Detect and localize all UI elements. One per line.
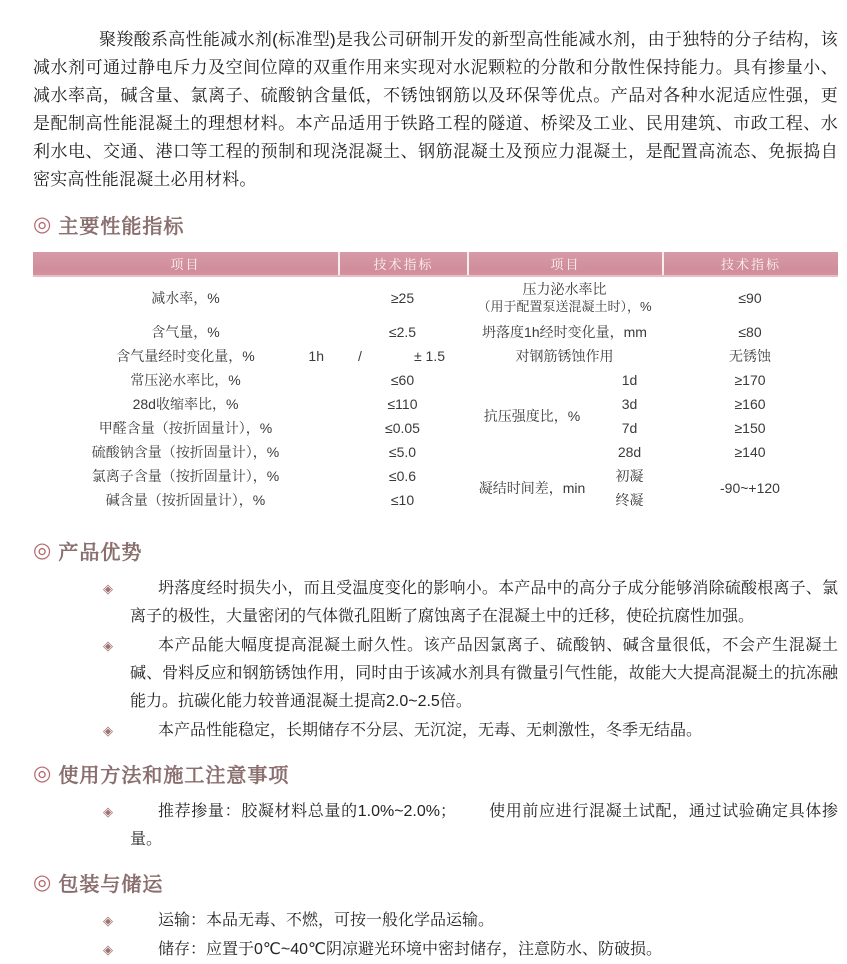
column-header: 技术指标 [338, 252, 467, 275]
table-row [467, 344, 838, 368]
group-values [662, 368, 838, 464]
row-value: ≤2.5 [388, 323, 417, 340]
row-value: ≤0.6 [388, 468, 417, 484]
table-row [33, 488, 467, 512]
table-header-row [33, 252, 838, 277]
section-title-usage [33, 759, 838, 788]
strength-ratio-group [467, 368, 838, 464]
age-label: 7d [621, 420, 638, 436]
list-item [33, 632, 838, 716]
list-item-text: 本产品性能稳定，长期储存不分层、无沉淀，无毒、无刺激性，冬季无结晶。 [158, 722, 703, 739]
list-item [33, 717, 838, 745]
table-row [33, 368, 467, 392]
section-marker-icon: ◎ [33, 871, 52, 894]
row-value: ≤0.05 [385, 420, 420, 436]
row-value-slash: / [358, 348, 362, 364]
section-marker-icon: ◎ [33, 539, 52, 562]
row-label: 甲醛含量（按折固量计），% [98, 420, 273, 436]
diamond-bullet-icon: ◈ [103, 913, 113, 928]
column-header: 项目 [467, 252, 662, 275]
list-item [33, 936, 838, 964]
list-item-text: 坍落度经时损失小，而且受温度变化的影响小。本产品中的高分子成分能够消除硫酸根离子、氯离子的极性，大量密闭的气体微孔阻断了腐蚀离子在混凝土中的迁移，使砼抗腐性加强。 [130, 580, 838, 625]
diamond-bullet-icon: ◈ [103, 804, 113, 819]
row-label: 减水率，% [151, 290, 220, 306]
row-sublabel: 1h [308, 348, 324, 364]
column-header: 项目 [170, 257, 201, 272]
section-title-performance [33, 210, 838, 239]
row-value: ≤60 [390, 372, 415, 388]
age-label: 3d [621, 396, 638, 412]
row-value: ≤110 [387, 396, 418, 412]
table-row [467, 319, 838, 344]
dosage-text: 推荐掺量：胶凝材料总量的1.0%~2.0%； [158, 803, 457, 820]
age-label: 28d [617, 444, 642, 460]
table-row [33, 464, 467, 488]
advantages-list [33, 575, 838, 745]
row-value [338, 344, 467, 368]
row-value-text: ± 1.5 [413, 348, 445, 364]
age-value: ≥170 [734, 372, 766, 388]
list-item-text: 运输：本品无毒、不燃，可按一般化学品运输。 [158, 912, 495, 929]
list-item [33, 798, 838, 854]
row-label: 坍落度1h经时变化量，mm [482, 323, 647, 340]
setting-sub-label: 终凝 [615, 492, 644, 508]
usage-note-text: 使用前应进行混凝土试配，通过试验确定具体掺量。 [130, 803, 838, 848]
packaging-list [33, 907, 838, 964]
row-label: 对钢筋锈蚀作用 [515, 348, 614, 364]
row-label: 硫酸钠含量（按折固量计），% [91, 444, 280, 460]
diamond-bullet-icon: ◈ [103, 638, 113, 653]
table-row [33, 277, 467, 319]
section-title-advantages [33, 536, 838, 565]
age-label: 1d [621, 372, 638, 388]
age-value: ≥160 [734, 396, 766, 412]
list-item-text: 本产品能大幅度提高混凝土耐久性。该产品因氯离子、硫酸钠、碱含量很低，不会产生混凝土碱、骨料反应和钢筋锈蚀作用，同时由于该减水剂具有微量引气性能，故能大大提高混凝土的抗冻融能力。抗碳化能力较普通混凝土提高2.0~2.5倍。 [130, 637, 838, 710]
group-subs [597, 464, 662, 512]
table-row [33, 319, 467, 344]
row-value: ≥25 [390, 290, 415, 306]
column-header: 技术指标 [662, 252, 838, 275]
section-title-text: 产品优势 [58, 542, 143, 564]
row-value: ≤80 [738, 323, 762, 340]
table-body [33, 277, 838, 512]
section-title-text: 主要性能指标 [58, 216, 185, 238]
setting-sub-label: 初凝 [615, 468, 644, 484]
diamond-bullet-icon: ◈ [103, 723, 113, 738]
group-label: 凝结时间差，min [478, 480, 586, 496]
row-value: ≤90 [738, 290, 762, 306]
row-value: ≤5.0 [388, 444, 417, 460]
table-right-half [467, 277, 838, 512]
group-ages [597, 368, 662, 464]
list-item-text: 储存：应置于0℃~40℃阴凉避光环境中密封储存，注意防水、防破损。 [158, 941, 662, 958]
table-row [33, 392, 467, 416]
row-label: 含气量，% [151, 323, 220, 340]
list-item [33, 575, 838, 631]
row-value: ≤10 [390, 492, 415, 508]
section-title-packaging [33, 868, 838, 897]
row-label-line1: 压力泌水率比 [522, 281, 607, 297]
table-row [33, 440, 467, 464]
list-item [33, 907, 838, 935]
section-title-text: 包装与储运 [58, 874, 164, 896]
diamond-bullet-icon: ◈ [103, 942, 113, 957]
row-label: 氯离子含量（按折固量计），% [91, 468, 280, 484]
table-row [33, 344, 467, 368]
row-label [467, 277, 662, 319]
row-label: 28d收缩率比，% [132, 396, 239, 412]
section-marker-icon: ◎ [33, 762, 52, 785]
usage-list [33, 798, 838, 854]
row-label-text: 含气量经时变化量，% [116, 348, 255, 364]
table-row [33, 416, 467, 440]
age-value: ≥140 [734, 444, 766, 460]
setting-time-group [467, 464, 838, 512]
group-label: 抗压强度比，% [483, 408, 581, 424]
row-label: 常压泌水率比，% [130, 372, 241, 388]
section-title-text: 使用方法和施工注意事项 [58, 765, 290, 787]
row-label [33, 344, 338, 368]
table-row [467, 277, 838, 319]
group-values [662, 464, 838, 512]
section-marker-icon: ◎ [33, 213, 52, 236]
age-value: ≥150 [734, 420, 766, 436]
row-label-line2: （用于配置泵送混凝土时），% [477, 299, 652, 314]
row-value: 无锈蚀 [729, 348, 771, 364]
intro-paragraph: 聚羧酸系高性能减水剂(标准型)是我公司研制开发的新型高性能减水剂，由于独特的分子结构，该减水剂可通过静电斥力及空间位障的双重作用来实现对水泥颗粒的分散和分散性保持能力。具有掺量小、减水率高，碱含量、氯离子、硫酸钠含量低，不锈蚀钢筋以及环保等优点。产品对各种水泥适应性强，更是配制高性能混凝土的理想材料。本产品适用于铁路工程的隧道、桥梁及工业、民用建筑、市政工程、水利水电、交通、港口等工程的预制和现浇混凝土、钢筋混凝土及预应力混凝土，是配置高流态、免振捣自密实高性能混凝土必用材料。 [33, 30, 838, 189]
diamond-bullet-icon: ◈ [103, 581, 113, 596]
table-left-half [33, 277, 467, 512]
row-label: 碱含量（按折固量计），% [105, 492, 266, 508]
setting-value: -90~+120 [720, 480, 780, 496]
performance-table [33, 252, 838, 512]
